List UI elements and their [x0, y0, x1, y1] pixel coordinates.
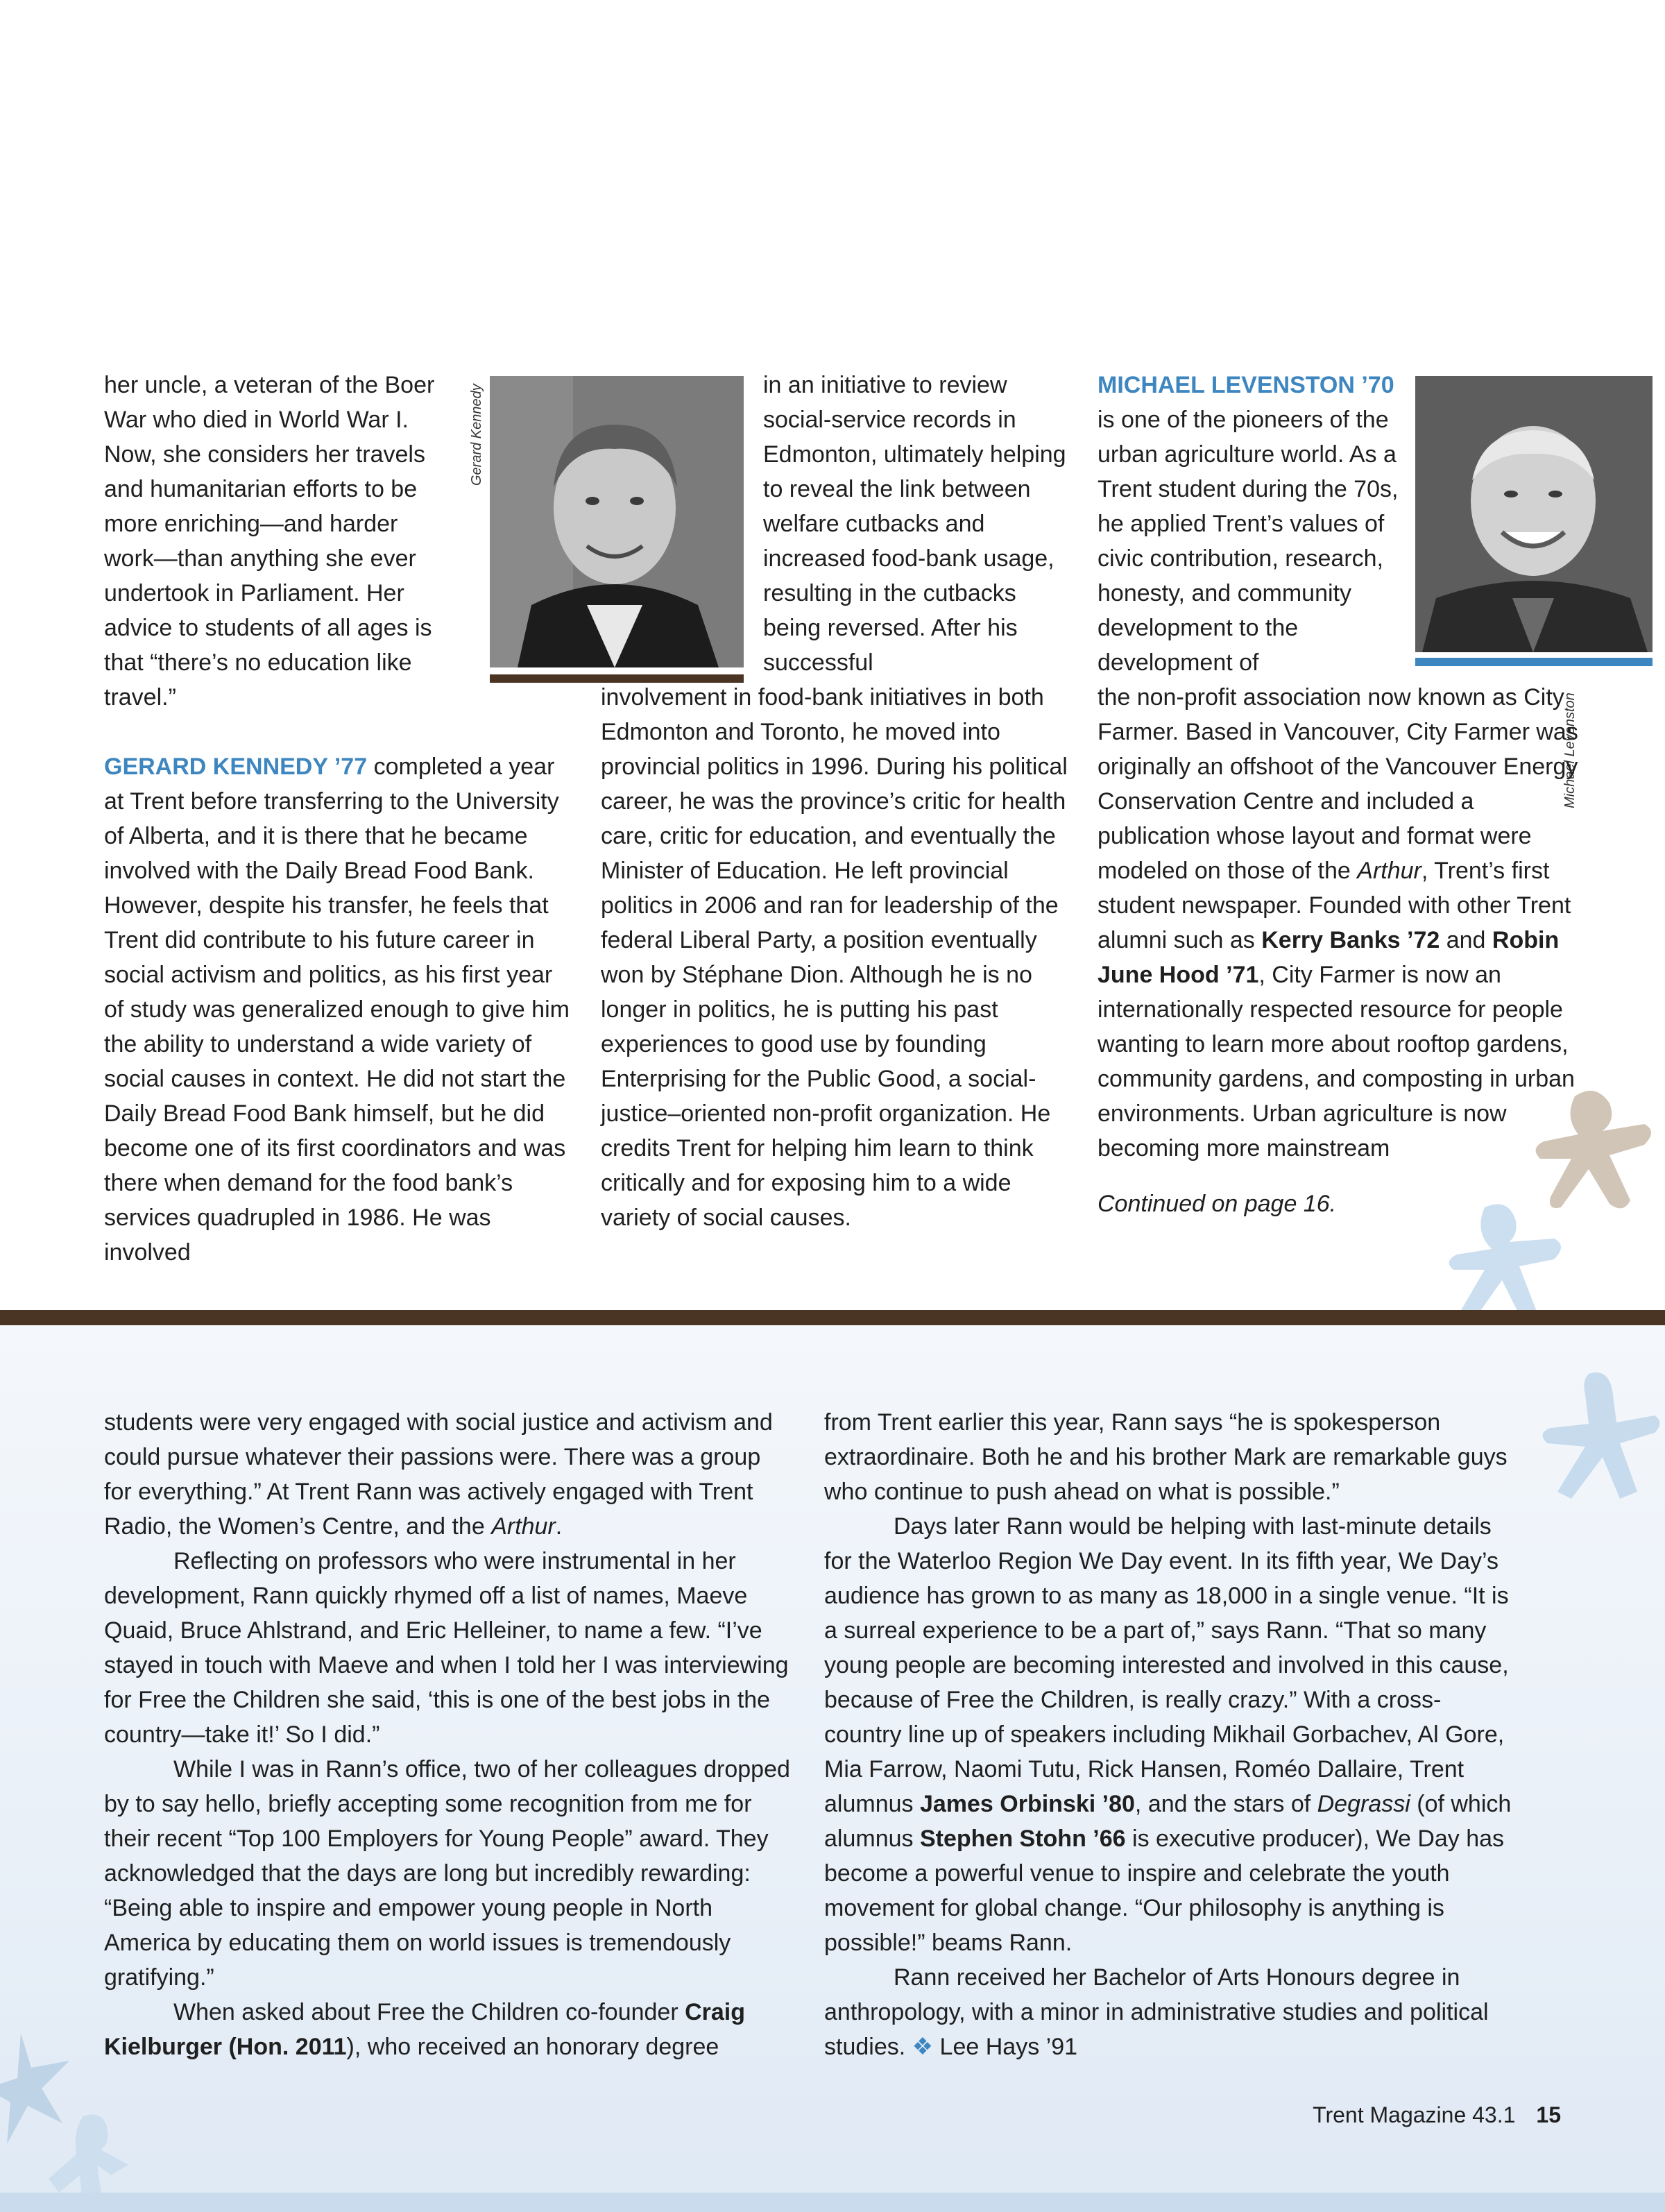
name-kerry-banks: Kerry Banks ’72: [1261, 927, 1440, 953]
column-3-top: [1098, 368, 1403, 680]
page-footer: [1313, 2102, 1561, 2128]
paragraph-we-day: [824, 1509, 1518, 1960]
paragraph-kielburger: [104, 1995, 791, 2064]
name-michael-levenston: MICHAEL LEVENSTON ’70: [1098, 372, 1394, 398]
name-robin-june-hood: Robin June Hood ’71: [1098, 927, 1560, 988]
section-divider: [0, 1310, 1665, 1325]
degree-text: Rann received her Bachelor of Arts Honours degree in anthropology, with a minor in administrative studies and political studies.: [824, 1964, 1489, 2060]
name-stephen-stohn: Stephen Stohn ’66: [919, 1826, 1126, 1852]
portrait-gerard: [490, 376, 744, 667]
page-number: 15: [1536, 2102, 1561, 2127]
paragraph-degree: [824, 1960, 1518, 2064]
we-day-text-c: (of which alumnus: [824, 1791, 1512, 1852]
city-farmer-text-b: , Trent’s first student newspaper. Founded with other Trent alumni such as: [1098, 858, 1571, 953]
paragraph-intro: her uncle, a veteran of the Boer War who died in World War I. Now, she considers her travels and humanitarian efforts to be more enriching—and harder work—than anything she ever undertook in Parliament. Her advice to students of all ages is that “there’s no education like travel.”: [104, 372, 435, 711]
paragraph-gerard-continued: in an initiative to review social-service records in Edmonton, ultimately helping to reveal the link between welfare cutbacks and increased food-bank usage, resulting in the cutbacks being reversed. After his successful: [763, 372, 1066, 676]
gerard-text: completed a year at Trent before transferring to the University of Alberta, and it is there that he became involved with the Daily Bread Food Bank. However, despite his transfer, he feels that Trent did contribute to his future career in social activism and politics, as his first year of study was generalized enough to give him the ability to understand a wide variety of social causes in context. He did not start the Daily Bread Food Bank himself, but he did become one of its first coordinators and was there when demand for the food bank’s services quadrupled in 1986. He was involved: [104, 754, 570, 1266]
kielburger-text-b: ), who received an honorary degree: [346, 2034, 719, 2060]
paper-doll-light-blue-icon: [1533, 1367, 1665, 1506]
photo-rule-michael: [1415, 658, 1653, 666]
byline: Lee Hays ’91: [933, 2034, 1078, 2060]
photo-gerard-kennedy: [490, 376, 744, 667]
portrait-michael: [1415, 376, 1653, 652]
degrassi-title: Degrassi: [1317, 1791, 1410, 1817]
bottom-column-left: [104, 1405, 791, 2064]
magazine-issue: Trent Magazine 43.1: [1313, 2102, 1516, 2127]
paragraph-michael-intro: [1098, 368, 1403, 680]
we-day-text-a: Days later Rann would be helping with last-minute details for the Waterloo Region We Day event. In its fifth year, We Day’s audience has grown to as many as 18,000 in a single venue. “It is a surreal experience to be a part of,” says Rann. “That so many young people are becoming interested and involved in this cause, because of Free the Children, is really crazy.” With a cross-country line up of speakers including Mikhail Gorbachev, Al Gore, Mia Farrow, Naomi Tutu, Rick Hansen, Roméo Dallaire, Trent alumnus: [824, 1513, 1509, 1817]
we-day-text-d: is executive producer), We Day has become a powerful venue to inspire and celebrate the youth movement for global change. “Our philosophy is anything is possible!” beams Rann.: [824, 1826, 1505, 1956]
activism-text: students were very engaged with social justice and activism and could pursue whatever their passions were. There was a group for everything.” At Trent Rann was actively engaged with Trent Radio, the Women’s Centre, and the: [104, 1409, 773, 1540]
column-1-gerard: [104, 749, 576, 1270]
paragraph-colleagues: While I was in Rann’s office, two of her colleagues dropped by to say hello, briefly accepting some recognition from me for their recent “Top 100 Employers for Young People” award. They acknowledged that the days are long but incredibly rewarding: “Being able to inspire and empower young people in North America by educating them on world issues is tremendously gratifying.”: [104, 1756, 790, 1991]
photo-michael-levenston: [1415, 376, 1653, 652]
bottom-column-right: [824, 1405, 1518, 2064]
paragraph-city-farmer: [1098, 680, 1583, 1166]
paper-doll-blue-icon: [1443, 1200, 1582, 1318]
city-farmer-text-c: , City Farmer is now an internationally respected resource for people wanting to learn more about rooftop gardens, community gardens, and composting in urban environments. Urban agriculture is now becoming more mainstream: [1098, 962, 1575, 1162]
column-2-top: [763, 368, 1068, 680]
name-gerard-kennedy: GERARD KENNEDY ’77: [104, 754, 368, 780]
city-farmer-text-a: the non-profit association now known as City Farmer. Based in Vancouver, City Farmer was originally an offshoot of the Vancouver Energy Conservation Centre and included a publication whose layout and format were modeled on those of the: [1098, 684, 1578, 884]
photo-credit-gerard: Gerard Kennedy: [469, 384, 484, 486]
activism-end: .: [555, 1513, 563, 1540]
paragraph-spokesperson: from Trent earlier this year, Rann says “he is spokesperson extraordinaire. Both he and his brother Mark are remarkable guys who continue to push ahead on what is possible.”: [824, 1409, 1508, 1505]
column-3: [1098, 680, 1583, 1221]
bottom-strip: [0, 2193, 1665, 2212]
paragraph-gerard: [104, 749, 576, 1270]
conjunction-and: and: [1440, 927, 1492, 953]
arthur-title-bottom: Arthur: [491, 1513, 556, 1540]
end-ornament-icon: ❖: [912, 2034, 934, 2060]
paragraph-professors: Reflecting on professors who were instrumental in her development, Rann quickly rhymed off a list of names, Maeve Quaid, Bruce Ahlstrand, and Eric Helleiner, to name a few. “I’ve stayed in touch with Maeve and when I told her I was interviewing for Free the Children she said, ‘this is one of the best jobs in the country—take it!’ So I did.”: [104, 1548, 789, 1748]
name-james-orbinski: James Orbinski ’80: [919, 1791, 1135, 1817]
paragraph-activism: [104, 1405, 791, 1544]
arthur-title: Arthur: [1357, 858, 1421, 884]
photo-credit-michael: Michael Levenston: [1562, 692, 1578, 808]
name-craig-kielburger: Craig Kielburger (Hon. 2011: [104, 1999, 746, 2060]
column-1: [104, 368, 451, 715]
kielburger-text-a: When asked about Free the Children co-founder: [173, 1999, 685, 2025]
continued-note: Continued on page 16.: [1098, 1191, 1337, 1217]
michael-top-text: is one of the pioneers of the urban agriculture world. As a Trent student during the 70s, he applied Trent’s values of civic contribution, research, honesty, and community development to the development of: [1098, 407, 1399, 676]
paragraph-gerard-career: involvement in food-bank initiatives in both Edmonton and Toronto, he moved into provincial politics in 1996. During his political career, he was the province’s critic for health care, critic for education, and eventually the Minister of Education. He left provincial politics in 2006 and ran for leadership of the federal Liberal Party, a position eventually won by Stéphane Dion. Although he is no longer in politics, he is putting his past experiences to good use by founding Enterprising for the Public Good, a social-justice–oriented non-profit organization. He credits Trent for helping him learn to think critically and for exposing him to a wide variety of social causes.: [601, 684, 1068, 1231]
column-2: [601, 680, 1073, 1235]
we-day-text-b: , and the stars of: [1134, 1791, 1317, 1817]
